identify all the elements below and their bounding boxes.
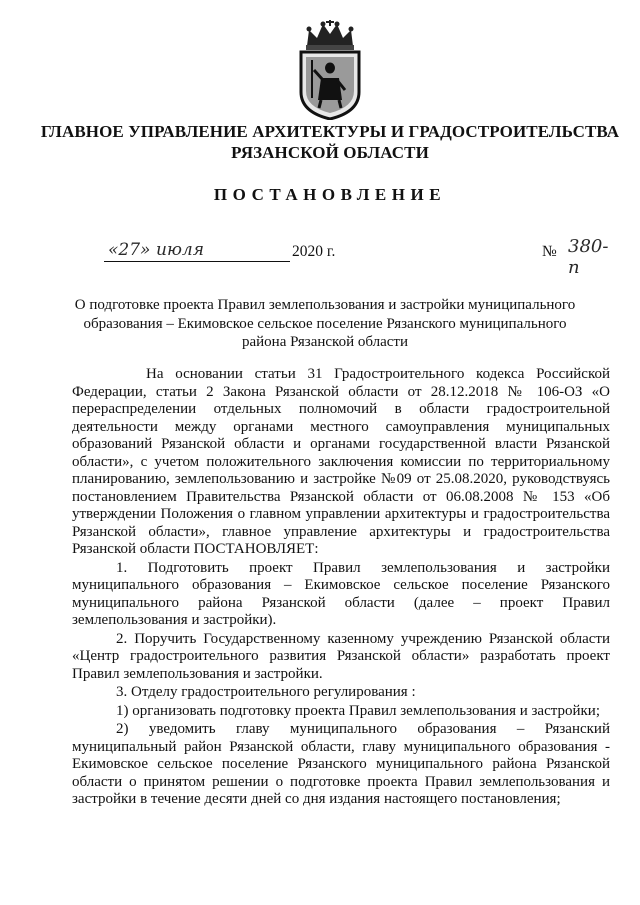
handwritten-day: «27»	[104, 240, 154, 262]
number-label: №	[542, 243, 557, 260]
subject-line: района Рязанской области	[241, 334, 408, 350]
document-body	[72, 366, 610, 809]
item-3-2-paragraph: 2) уведомить главу муниципального образования – Рязанский муниципальный район Рязанской области, главу муниципального образования - Екимовское сельское поселение Рязанского муниципального района Рязанской области о принятом решении о подготовке проекта Правил землепользования и застройки в течение десяти дней со дня издания настоящего постановления;	[72, 721, 610, 807]
subject-line: О подготовке проекта Правил землепользования и застройки муниципального	[74, 297, 576, 313]
handwritten-month: июля	[152, 240, 290, 262]
document-subject	[60, 296, 590, 352]
item-2-paragraph: 2. Поручить Государственному казенному учреждению Рязанской области «Центр градостроительного развития Рязанской области» разработать проект Правил землепользования и застройки.	[72, 630, 610, 682]
item-3-1-paragraph: 1) организовать подготовку проекта Правил землепользования и застройки;	[116, 702, 600, 719]
organization-name-line1: ГЛАВНОЕ УПРАВЛЕНИЕ АРХИТЕКТУРЫ И ГРАДОСТРОИТЕЛЬСТВА	[40, 122, 620, 141]
handwritten-number: 380-п	[568, 236, 609, 278]
document-type-title: ПОСТАНОВЛЕНИЕ	[213, 185, 447, 204]
organization-name-line2: РЯЗАНСКОЙ ОБЛАСТИ	[231, 143, 429, 162]
coat-of-arms-emblem	[293, 20, 367, 120]
preamble-paragraph: На основании статьи 31 Градостроительного кодекса Российской Федерации, статьи 2 Закона Рязанской области от 28.12.2018 № 106-ОЗ «О перераспределении отдельных полномочий в области градостроительной деятельности между органами местного самоуправления муниципальных образований Рязанской области и органами государственной власти Рязанской области», с учетом положительного заключения комиссии по территориальному планированию, землепользованию и застройке №09 от 25.08.2020, руководствуясь постановлением Правительства Рязанской области от 06.08.2008 № 153 «Об утверждении Положения о главном управлении архитектуры и градостроительства Рязанской области», главное управление архитектуры и градостроительства Рязанской области ПОСТАНОВЛЯЕТ:	[72, 366, 610, 557]
item-3-paragraph: 3. Отделу градостроительного регулирования :	[116, 684, 416, 700]
document-year: 2020 г.	[292, 243, 336, 260]
date-number-line	[102, 236, 622, 278]
item-1-paragraph: 1. Подготовить проект Правил землепользования и застройки муниципального образования – Екимовское сельское поселение Рязанского муниципального района Рязанской области (далее – проект Правил землепользования и застройки).	[72, 559, 610, 628]
subject-line: образования – Екимовское сельское поселение Рязанского муниципального	[83, 315, 567, 332]
